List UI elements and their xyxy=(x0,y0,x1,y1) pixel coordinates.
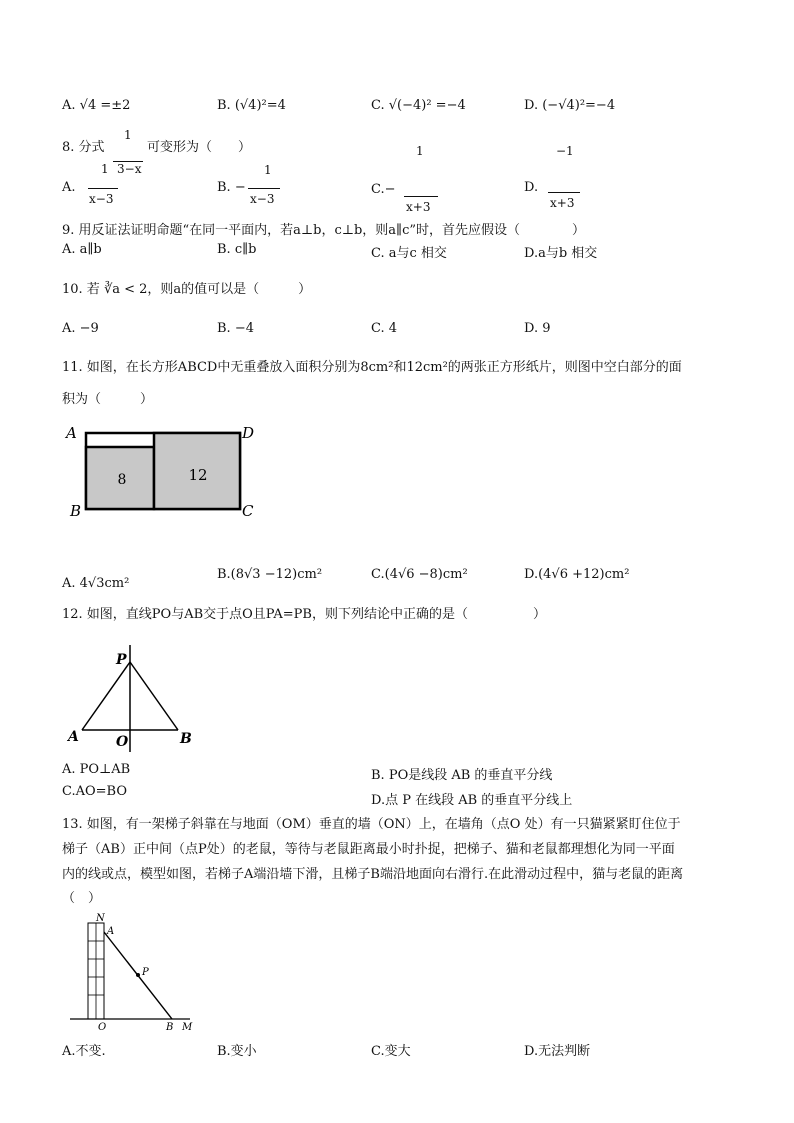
q10-stem: 10. 若 ∛a < 2，则a的值可以是（ ） xyxy=(62,282,312,297)
q8-option-d-label: D. xyxy=(524,180,539,195)
q8-stem-tail: 可变形为（ ） xyxy=(147,140,252,155)
q12-option-b: B. PO是线段 AB 的垂直平分线 xyxy=(371,768,553,783)
q8-option-a-bar xyxy=(88,188,118,189)
q11-point-d: D xyxy=(242,424,255,442)
q13-point-o: O xyxy=(98,1022,107,1033)
q13-point-m: M xyxy=(182,1022,193,1033)
q8-option-c-den: x+3 xyxy=(406,200,431,214)
q8-frac-bar xyxy=(113,161,143,162)
q13-option-d: D.无法判断 xyxy=(524,1044,591,1059)
q8-option-c-label: C.− xyxy=(371,182,396,197)
q8-stem: 8. 分式 xyxy=(62,140,105,155)
q9-option-a: A. a∥b xyxy=(62,242,102,257)
q8-d-num: −1 xyxy=(556,144,574,158)
q8-frac-num: 1 xyxy=(124,128,132,142)
q8-option-d-bar xyxy=(548,192,580,193)
q7-option-b xyxy=(217,98,286,113)
q7-option-a-expr: √4 =±2 xyxy=(79,98,131,113)
q12-segment-pb xyxy=(130,662,178,730)
q8-b-num: 1 xyxy=(264,163,272,177)
q8-option-a-label: A. xyxy=(62,180,76,195)
q11-small-label: 8 xyxy=(117,472,127,488)
q10-option-b: B. −4 xyxy=(217,321,254,336)
q11-large-label: 12 xyxy=(188,466,208,484)
q9-stem: 9. 用反证法证明命题“在同一平面内，若a⊥b，c⊥b，则a∥c”时，首先应假设（ ） xyxy=(62,223,585,238)
q12-stem: 12. 如图，直线PO与AB交于点O且PA=PB，则下列结论中正确的是（ ） xyxy=(62,607,546,622)
q7-option-a xyxy=(62,98,130,113)
q10-option-d: D. 9 xyxy=(524,321,551,336)
q10-option-a: A. −9 xyxy=(62,321,99,336)
q11-option-b: B.(8√3 −12)cm² xyxy=(217,567,323,582)
q8-option-c-bar xyxy=(404,196,438,197)
q12-point-o: O xyxy=(116,734,129,750)
q11-point-c: C xyxy=(242,502,254,520)
q13-option-c: C.变大 xyxy=(371,1044,411,1059)
q9-option-c: C. a与c 相交 xyxy=(371,246,447,261)
q13-point-p-dot xyxy=(136,973,140,977)
q12-point-b: B xyxy=(180,731,192,747)
q13-stem-line3: 内的线或点，模型如图，若梯子A端沿墙下滑，且梯子B端沿地面向右滑行.在此滑动过程中，猫与老鼠的距离 xyxy=(62,867,684,882)
q12-option-d: D.点 P 在线段 AB 的垂直平分线上 xyxy=(371,793,573,808)
q11-stem-line2: 积为（ ） xyxy=(62,392,154,407)
q7-option-d xyxy=(524,98,615,113)
q8-option-b-den: x−3 xyxy=(250,192,275,206)
q12-option-c: C.AO=BO xyxy=(62,784,128,799)
q7-option-c-label: C. xyxy=(371,98,389,113)
q8-a-num: 1 xyxy=(101,162,109,176)
q11-stem-line1: 11. 如图，在长方形ABCD中无重叠放入面积分别为8cm²和12cm²的两张正方形纸片，则图中空白部分的面 xyxy=(62,360,682,375)
q7-option-d-expr: (−√4)²=−4 xyxy=(542,98,616,113)
q8-option-a-den: x−3 xyxy=(89,192,114,206)
q8-option-d-den: x+3 xyxy=(550,196,575,210)
q9-option-d: D.a与b 相交 xyxy=(524,246,598,261)
q11-option-d: D.(4√6 +12)cm² xyxy=(524,567,630,582)
q7-option-c-expr: √(−4)² =−4 xyxy=(388,98,466,113)
q9-option-b: B. c∥b xyxy=(217,242,257,257)
q8-c-num: 1 xyxy=(416,144,424,158)
q13-option-a: A.不变. xyxy=(62,1044,106,1059)
q7-option-b-expr: (√4)²=4 xyxy=(234,98,286,113)
q11-figure xyxy=(60,420,270,524)
q13-stem-line2: 梯子（AB）正中间（点P处）的老鼠，等待与老鼠距离最小时扑捉，把梯子、猫和老鼠都理想化为同一平面 xyxy=(62,842,675,857)
q11-option-c: C.(4√6 −8)cm² xyxy=(371,567,468,582)
q12-option-a: A. PO⊥AB xyxy=(62,762,131,777)
q8-option-b-label: B. − xyxy=(217,180,246,195)
q7-option-c xyxy=(371,98,466,113)
q13-figure xyxy=(60,908,210,1033)
q11-option-a: A. 4√3cm² xyxy=(62,576,130,591)
q11-point-a: A xyxy=(66,424,77,442)
q12-point-p: P xyxy=(116,652,127,668)
q7-option-a-label: A. xyxy=(62,98,80,113)
q13-point-p: P xyxy=(142,967,149,978)
q12-segment-pa xyxy=(82,662,130,730)
q12-figure xyxy=(60,640,210,755)
q13-point-a: A xyxy=(107,926,115,937)
q13-point-b: B xyxy=(166,1022,174,1033)
q13-option-b: B.变小 xyxy=(217,1044,257,1059)
q8-frac-den: 3−x xyxy=(117,162,142,176)
q13-point-n: N xyxy=(96,913,105,924)
q7-option-b-label: B. xyxy=(217,98,235,113)
q12-point-a: A xyxy=(68,729,79,745)
q11-point-b: B xyxy=(70,502,82,520)
q13-stem-line1: 13. 如图，有一架梯子斜靠在与地面（OM）垂直的墙（ON）上，在墙角（点O 处）有一只猫紧紧盯住位于 xyxy=(62,817,681,832)
q10-option-c: C. 4 xyxy=(371,321,398,336)
q8-option-b-bar xyxy=(248,188,280,189)
q7-option-d-label: D. xyxy=(524,98,543,113)
q13-stem-line4: （ ） xyxy=(62,891,102,906)
